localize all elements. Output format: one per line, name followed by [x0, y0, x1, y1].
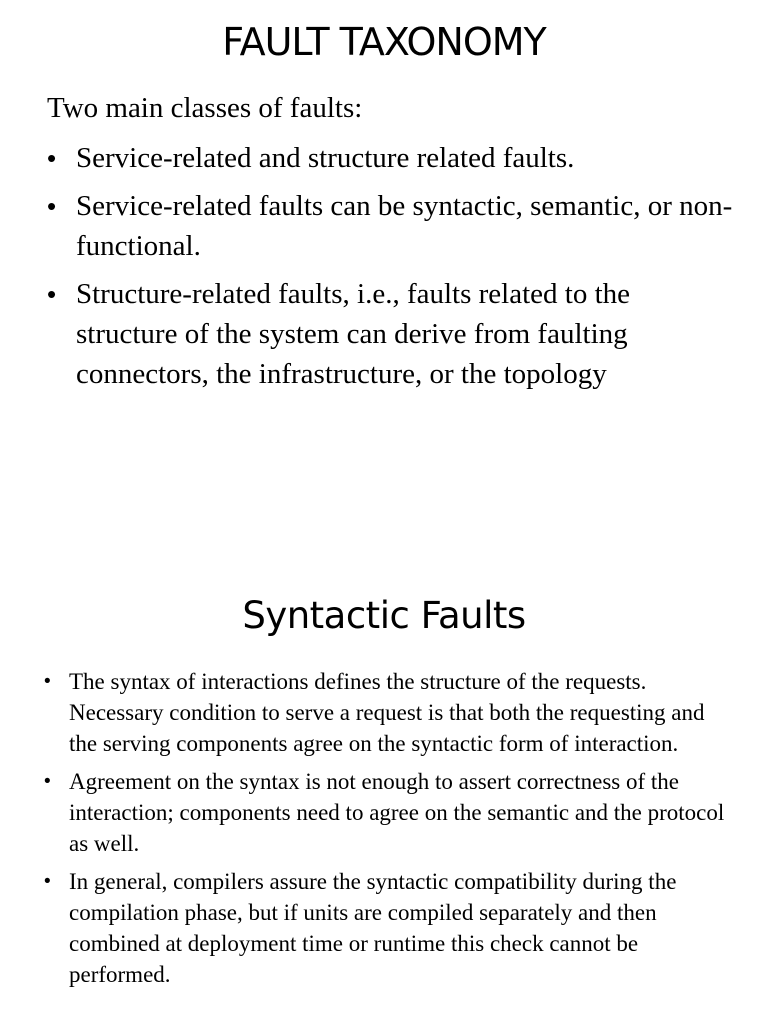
bullet-text: Structure-related faults, i.e., faults related to the structure of the system can derive from faulting connectors, the infrastructure, or the topology	[76, 278, 631, 390]
bullet-text: Service-related faults can be syntactic, semantic, or non-functional.	[76, 190, 733, 262]
bullet-list	[44, 666, 734, 997]
bullet-item	[44, 766, 734, 859]
bullet-item	[47, 274, 737, 394]
bullet-glyph: •	[47, 143, 57, 173]
intro-text: Two main classes of faults:	[47, 92, 363, 124]
bullet-item	[44, 666, 734, 759]
bullet-item	[47, 138, 737, 178]
bullet-item	[47, 186, 737, 266]
bullet-text: The syntax of interactions defines the structure of the requests. Necessary condition to serve a request is that both the requesting and the serving components agree on the syntactic form of interaction.	[69, 669, 705, 756]
bullet-text: In general, compilers assure the syntactic compatibility during the compilation phase, but if units are compiled separately and then combined at deployment time or runtime this check cannot be performed.	[69, 869, 677, 987]
slide-title: FAULT TAXONOMY	[222, 20, 546, 64]
bullet-glyph: •	[44, 771, 51, 792]
bullet-glyph: •	[47, 191, 57, 221]
bullet-list	[47, 138, 737, 402]
bullet-text: Service-related and structure related faults.	[76, 142, 575, 174]
bullet-glyph: •	[47, 279, 57, 309]
slide-fault-taxonomy	[0, 0, 768, 470]
bullet-item	[44, 866, 734, 990]
slide-title: Syntactic Faults	[242, 594, 526, 637]
slide-syntactic-faults	[0, 580, 768, 1024]
bullet-glyph: •	[44, 671, 51, 692]
bullet-glyph: •	[44, 871, 51, 892]
bullet-text: Agreement on the syntax is not enough to assert correctness of the interaction; components need to agree on the semantic and the protocol as well.	[69, 769, 725, 856]
